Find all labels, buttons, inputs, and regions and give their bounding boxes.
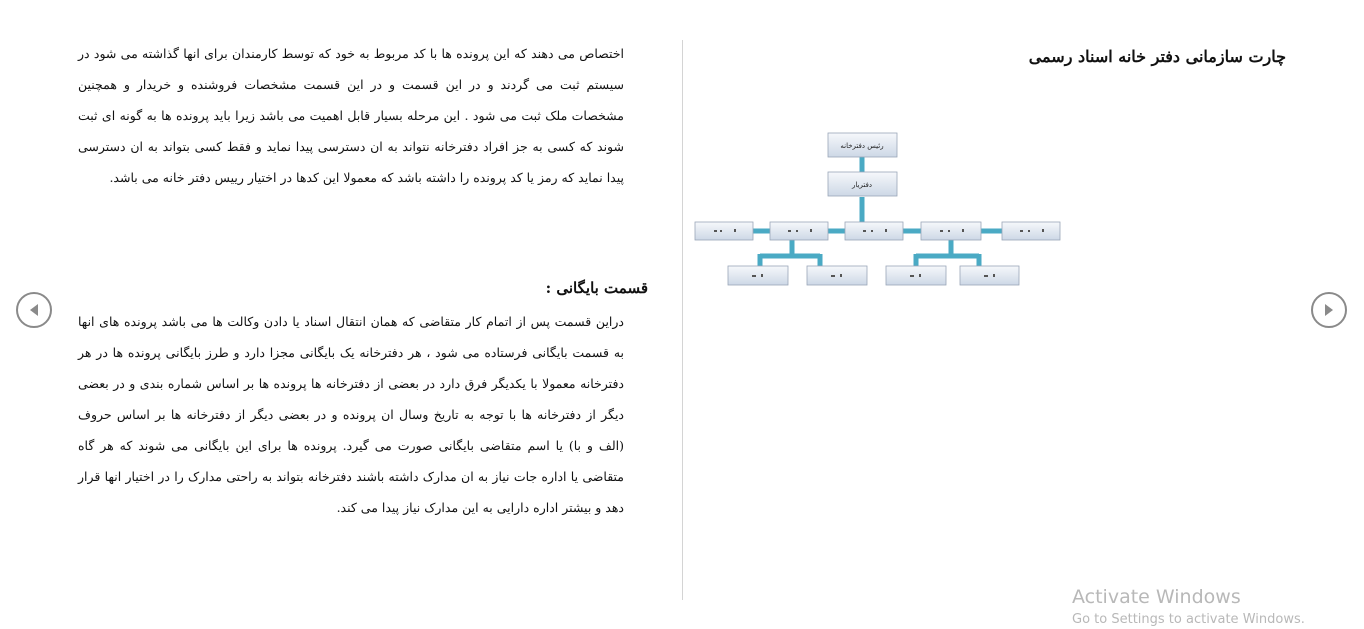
org-box-leaf: [728, 266, 788, 285]
chevron-right-icon: [1322, 302, 1336, 318]
org-chart-title: چارت سازمانی دفتر خانه اسناد رسمی: [1028, 47, 1286, 66]
org-box-second-label: دفتریار: [852, 181, 872, 189]
left-paragraph-2: دراین قسمت پس از اتمام کار متقاضی که همان انتقال اسناد یا دادن وکالت ها می باشد پرونده های انها به قسمت بایگانی فرستاده می شود ، هر دفترخانه یک بایگانی مجزا دارد و طرز بایگانی پرونده ها در هر دفترخانه معمولا با یکدیگر فرق دارد در بعضی از دفترخانه ها پرونده ها بر اساس شماره بندی و در بعضی دیگر از دفترخانه ها با توجه به تاریخ وسال ان پرونده و در بعضی دیگر از دفترخانه ها بر اساس حروف (الف و با) یا اسم متقاضی بایگانی صورت می گیرد. پرونده ها برای این بایگانی می شوند که هر گاه متقاضی یا اداره جات نیاز به ان مدارک داشته باشند دفترخانه بتواند به راحتی مدارک را در اختیار انها قرار دهد و بیشتر اداره دارایی به این مدارک نیاز پیدا می کند.: [78, 314, 624, 515]
org-box-branch: [770, 222, 828, 240]
org-box-leaf: [807, 266, 867, 285]
page-divider: [682, 40, 683, 600]
watermark-line-1: Activate Windows: [1072, 586, 1241, 608]
archive-section-heading: قسمت بایگانی :: [545, 279, 648, 297]
org-box-branch: [695, 222, 753, 240]
org-chart: [690, 126, 1066, 294]
org-box-branch: [921, 222, 981, 240]
activate-windows-watermark: [1072, 585, 1364, 629]
org-box-branch: [1002, 222, 1060, 240]
org-box-branch: [845, 222, 903, 240]
next-page-button[interactable]: [1311, 292, 1347, 328]
previous-page-button[interactable]: [16, 292, 52, 328]
org-box-root-label: رئیس دفترخانه: [840, 142, 884, 150]
org-box-leaf: [886, 266, 946, 285]
org-branch-boxes: [695, 222, 1060, 240]
watermark-line-2: Go to Settings to activate Windows.: [1072, 612, 1305, 627]
chevron-left-icon: [27, 302, 41, 318]
left-paragraph-1: اختصاص می دهند که این پرونده ها با کد مربوط به خود که توسط کارمندان برای انها گذاشته می شود در سیستم ثبت می گردند و در این قسمت و در این قسمت مشخصات فروشنده و خریدار و همچنین مشخصات ملک ثبت می شود . این مرحله بسیار قابل اهمیت می باشد زیرا باید پرونده ها به گونه ای ثبت شوند که کسی به جز افراد دفترخانه نتواند به ان دسترسی پیدا نماید و فقط کسی بتواند به ان دسترسی پیدا نماید که رمز یا کد پرونده را داشته باشد که معمولا این کدها در اختیار رییس دفتر خانه می باشد.: [78, 46, 624, 185]
org-box-leaf: [960, 266, 1019, 285]
org-leaf-boxes: [728, 266, 1019, 285]
